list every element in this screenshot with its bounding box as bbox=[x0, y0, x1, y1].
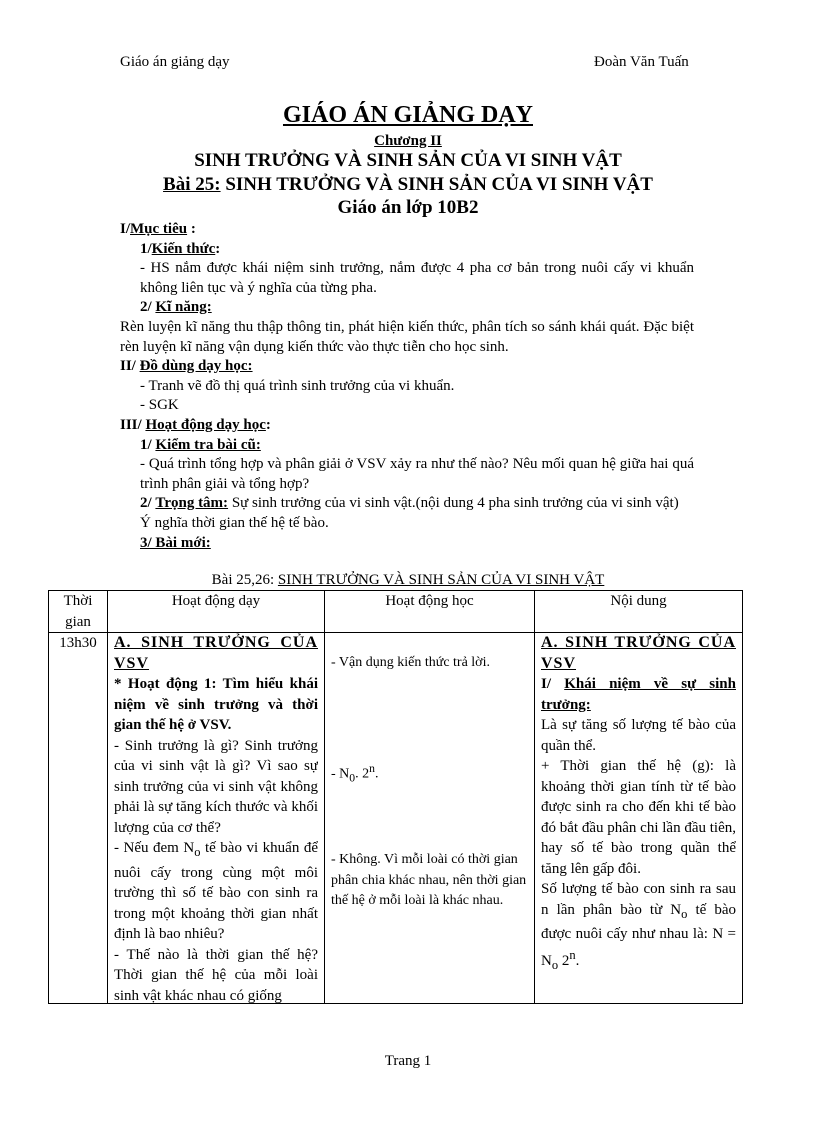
content-generation-time: + Thời gian thế hệ (g): là khoảng thời gian tính từ tế bào được sinh ra cho đến khi tế bào đó bắt đầu phân chi lần đầu tiên, hay số tế bào trong quần thể tăng lên gấp đôi. bbox=[541, 758, 736, 877]
cell-content bbox=[535, 633, 743, 1004]
materials-item-1: - Tranh vẽ đồ thị quá trình sinh trưởng của vi khuẩn. bbox=[140, 377, 455, 394]
page-number: Trang 1 bbox=[384, 1053, 432, 1069]
learning-answer-2: - $N_0$. 2$^n$. bbox=[331, 761, 379, 784]
cell-time: 13h30 bbox=[49, 633, 108, 1004]
subsection-new-lesson: 3/ Bài mới: bbox=[140, 534, 211, 551]
lesson-body bbox=[120, 220, 694, 553]
lesson-table bbox=[48, 590, 743, 1004]
table-row bbox=[49, 633, 743, 1004]
knowledge-text: - HS nắm được khái niệm sinh trưởng, nắm được 4 pha cơ bản trong nuôi cấy vi khuẩn không liên tục và ý nghĩa của từng pha. bbox=[140, 260, 694, 296]
chapter-label: Chương II bbox=[374, 133, 442, 149]
chapter-subtitle: SINH TRƯỞNG VÀ SINH SẢN CỦA VI SINH VẬT bbox=[194, 150, 622, 171]
content-cell-count: Số lượng tế bào con sinh ra sau n lần phân bào từ $N_o$ tế bào được nuôi cấy như nhau là: $N = N_o$ 2$^n$. bbox=[541, 881, 736, 972]
document-title: GIÁO ÁN GIẢNG DẠY bbox=[282, 102, 533, 128]
cell-learning bbox=[325, 633, 535, 1004]
learning-answer-3: - Không. Vì mỗi loài có thời gian phân chia khác nhau, nên thời gian thế hệ ở mỗi loài là khác nhau. bbox=[331, 852, 527, 909]
header-right: Đoàn Văn Tuấn bbox=[594, 54, 689, 70]
teaching-heading: A. SINH TRƯỞNG CỦA VSV bbox=[114, 634, 318, 672]
materials-item-2: - SGK bbox=[140, 397, 179, 414]
teaching-question-3: - Thế nào là thời gian thế hệ? Thời gian thế hệ của mỗi loài sinh vật khác nhau có giống bbox=[114, 946, 318, 1003]
header-teaching: Hoạt động dạy bbox=[108, 591, 325, 633]
header-learning: Hoạt động học bbox=[325, 591, 535, 633]
content-definition: Là sự tăng số lượng tế bào của quần thể. bbox=[541, 717, 736, 754]
skills-text: Rèn luyện kĩ năng thu thập thông tin, phát hiện kiến thức, phân tích so sánh khái quát. Đặc biệt rèn luyện kĩ năng vận dụng kiến thức vào thực tiễn cho học sinh. bbox=[120, 318, 694, 355]
section-materials: II/ Đồ dùng dạy học: bbox=[120, 358, 253, 375]
subsection-skills: 2/ Kĩ năng: bbox=[140, 299, 212, 316]
lesson-name: SINH TRƯỞNG VÀ SINH SẢN CỦA VI SINH VẬT bbox=[220, 174, 653, 195]
subsection-review: 1/ Kiểm tra bài cũ: bbox=[140, 436, 261, 453]
cell-teaching bbox=[108, 633, 325, 1004]
learning-answer-1: - Vận dụng kiến thức trả lời. bbox=[331, 655, 490, 670]
lesson-title bbox=[0, 174, 816, 196]
table-header-row bbox=[49, 591, 743, 633]
header-time: Thời gian bbox=[49, 591, 108, 633]
section-activities: III/ Hoạt động dạy học: bbox=[120, 416, 271, 433]
header-content: Nội dung bbox=[535, 591, 743, 633]
teaching-question-2: - Nếu đem $N_o$ tế bào vi khuẩn để nuôi cấy trong cùng một môi trường thì số tế bào con sinh ra trong một khoảng thời gian nhất định là bao nhiêu? bbox=[114, 840, 318, 942]
class-title: Giáo án lớp 10B2 bbox=[337, 197, 479, 218]
content-subheading: I/ Khái niệm về sự sinh trưởng: bbox=[541, 676, 736, 713]
teaching-question-1: - Sinh trưởng là gì? Sinh trưởng của vi sinh vật là gì? Vì sao sự sinh trưởng của vi sinh vật không phải là sự tăng kích thước và khối lượng của cơ thể? bbox=[114, 737, 318, 836]
section-objectives: I/Mục tiêu : bbox=[120, 221, 196, 237]
meaning-text: Ý nghĩa thời gian thế hệ tế bào. bbox=[140, 514, 329, 531]
activity-1: * Hoạt động 1: Tìm hiểu khái niệm về sinh trưởng và thời gian thế hệ ở VSV. bbox=[114, 676, 318, 733]
header-left: Giáo án giảng dạy bbox=[120, 54, 230, 70]
lesson-label: Bài 25: bbox=[163, 174, 221, 195]
review-text: - Quá trình tổng hợp và phân giải ở VSV xảy ra như thế nào? Nêu mối quan hệ giữa hai quá trình phân giải và tổng hợp? bbox=[140, 456, 694, 492]
focus-text: 2/ Trọng tâm: Sự sinh trưởng của vi sinh vật.(nội dung 4 pha sinh trưởng của vi sinh vật) bbox=[140, 495, 679, 512]
subsection-knowledge: 1/Kiến thức: bbox=[140, 240, 221, 257]
table-caption: Bài 25,26: SINH TRƯỞNG VÀ SINH SẢN CỦA VI SINH VẬT bbox=[211, 572, 605, 588]
content-heading: A. SINH TRƯỞNG CỦA VSV bbox=[541, 634, 736, 672]
